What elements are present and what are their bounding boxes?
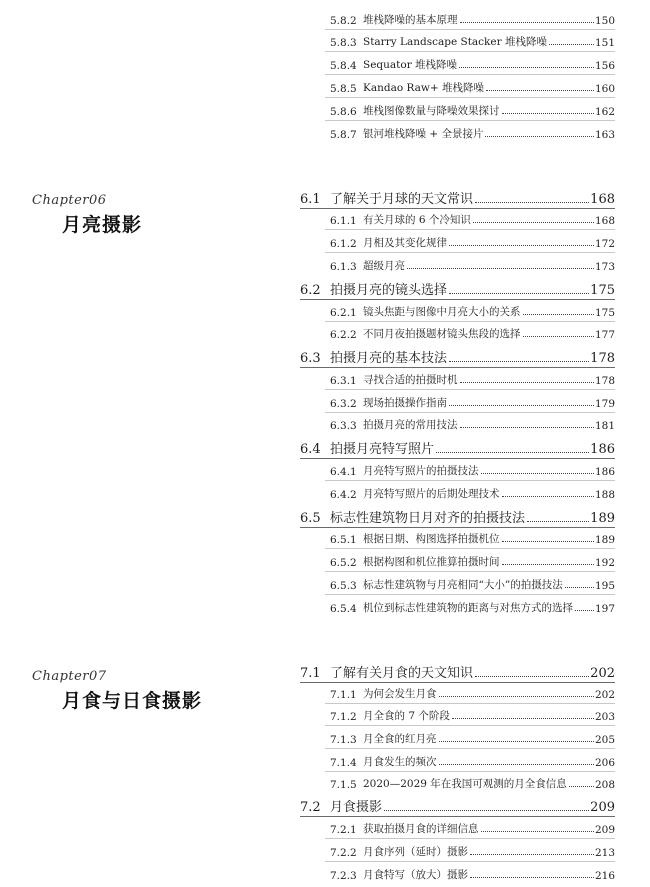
toc-subsection bbox=[330, 392, 615, 410]
dot-leader bbox=[460, 22, 594, 23]
toc-subsection bbox=[330, 301, 615, 319]
dot-leader bbox=[407, 268, 594, 269]
entry-title: 拍摄月亮特写照片 bbox=[330, 442, 435, 457]
entry-title: 了解关于月球的天文常识 bbox=[330, 192, 474, 207]
entry-number: 5.8.5 bbox=[330, 83, 357, 95]
dot-leader bbox=[575, 610, 594, 611]
subsection-rule bbox=[325, 74, 615, 75]
page-number: 209 bbox=[594, 824, 615, 836]
dot-leader bbox=[449, 293, 589, 294]
dot-leader bbox=[485, 136, 593, 137]
entry-title: 堆栈图像数量与降噪效果探讨 bbox=[363, 105, 500, 117]
entry-number: 6.4.1 bbox=[330, 466, 357, 478]
subsection-rule bbox=[325, 594, 615, 595]
page-number: 177 bbox=[594, 329, 615, 341]
entry-title: 有关月球的 6 个冷知识 bbox=[363, 214, 471, 226]
toc-subsection bbox=[330, 551, 615, 569]
dot-leader bbox=[473, 222, 594, 223]
entry-title: 根据日期、构图选择拍摄机位 bbox=[363, 533, 500, 545]
chapter-number: Chapter06 bbox=[32, 193, 107, 208]
toc-section bbox=[300, 278, 615, 298]
entry-title: 现场拍摄操作指南 bbox=[363, 397, 447, 409]
page-number: 178 bbox=[594, 375, 615, 387]
subsection-rule bbox=[325, 321, 615, 322]
dot-leader bbox=[502, 541, 594, 542]
entry-number: 6.2.1 bbox=[330, 307, 357, 319]
page-number: 192 bbox=[594, 557, 615, 569]
page-number: 195 bbox=[594, 580, 615, 592]
toc-section bbox=[300, 346, 615, 366]
toc-subsection bbox=[330, 751, 615, 769]
entry-number: 6.1.3 bbox=[330, 261, 357, 273]
entry-title: 为何会发生月食 bbox=[363, 688, 437, 700]
entry-number: 6.5.3 bbox=[330, 580, 357, 592]
entry-number: 6.5 bbox=[300, 511, 321, 526]
toc-subsection bbox=[330, 77, 615, 95]
entry-number: 6.5.4 bbox=[330, 603, 357, 615]
entry-title: 堆栈降噪的基本原理 bbox=[363, 14, 458, 26]
dot-leader bbox=[486, 90, 594, 91]
toc-section bbox=[300, 661, 615, 681]
chapter-title: 月亮摄影 bbox=[62, 214, 143, 236]
entry-number: 5.8.6 bbox=[330, 106, 357, 118]
page-number: 186 bbox=[590, 442, 615, 457]
toc-subsection bbox=[330, 323, 615, 341]
subsection-rule bbox=[325, 861, 615, 862]
chapter-title: 月食与日食摄影 bbox=[62, 690, 203, 712]
page-number: 178 bbox=[590, 351, 615, 366]
toc-subsection bbox=[330, 683, 615, 701]
entry-number: 7.1.5 bbox=[330, 779, 357, 791]
subsection-rule bbox=[325, 120, 615, 121]
entry-title: 月亮特写照片的后期处理技术 bbox=[363, 488, 500, 500]
entry-title: 2020—2029 年在我国可观测的月全食信息 bbox=[363, 778, 567, 790]
entry-number: 6.2.2 bbox=[330, 329, 357, 341]
dot-leader bbox=[481, 473, 594, 474]
subsection-rule bbox=[325, 29, 615, 30]
entry-title: 拍摄月亮的镜头选择 bbox=[330, 283, 448, 298]
page-number: 162 bbox=[594, 106, 615, 118]
toc-subsection bbox=[330, 483, 615, 501]
entry-title: 不同月夜拍摄题材镜头焦段的选择 bbox=[363, 328, 521, 340]
page-number: 202 bbox=[590, 666, 615, 681]
toc-subsection bbox=[330, 818, 615, 836]
toc-subsection bbox=[330, 574, 615, 592]
toc-subsection bbox=[330, 528, 615, 546]
entry-title: 根据构图和机位推算拍摄时间 bbox=[363, 556, 500, 568]
toc-subsection bbox=[330, 414, 615, 432]
toc-section bbox=[300, 506, 615, 526]
dot-leader bbox=[439, 764, 594, 765]
entry-title: 月食摄影 bbox=[330, 800, 383, 815]
section-rule bbox=[300, 299, 615, 300]
subsection-rule bbox=[325, 252, 615, 253]
entry-number: 7.1.2 bbox=[330, 711, 357, 723]
entry-number: 7.2.1 bbox=[330, 824, 357, 836]
dot-leader bbox=[470, 854, 594, 855]
entry-title: 了解有关月食的天文知识 bbox=[330, 666, 474, 681]
entry-number: 6.4 bbox=[300, 442, 321, 457]
page-number: 160 bbox=[594, 83, 615, 95]
page-number: 181 bbox=[594, 420, 615, 432]
entry-title: 标志性建筑物与月亮相同“大小”的拍摄技法 bbox=[363, 579, 563, 591]
dot-leader bbox=[449, 361, 589, 362]
page-number: 168 bbox=[594, 215, 615, 227]
section-rule bbox=[300, 458, 615, 459]
toc-subsection bbox=[330, 100, 615, 118]
entry-number: 6.1.1 bbox=[330, 215, 357, 227]
page-number: 172 bbox=[594, 238, 615, 250]
dot-leader bbox=[452, 718, 594, 719]
page-number: 189 bbox=[590, 511, 615, 526]
page-number: 150 bbox=[594, 15, 615, 27]
toc-subsection bbox=[330, 31, 615, 49]
entry-number: 7.2 bbox=[300, 800, 321, 815]
subsection-rule bbox=[325, 548, 615, 549]
entry-title: 月食特写（放大）摄影 bbox=[363, 869, 468, 881]
subsection-rule bbox=[325, 412, 615, 413]
dot-leader bbox=[470, 877, 594, 878]
entry-title: 标志性建筑物日月对齐的拍摄技法 bbox=[330, 511, 526, 526]
subsection-rule bbox=[325, 571, 615, 572]
chapter-number: Chapter07 bbox=[32, 669, 107, 684]
entry-title: 拍摄月亮的基本技法 bbox=[330, 351, 448, 366]
subsection-rule bbox=[325, 838, 615, 839]
entry-title: 超级月亮 bbox=[363, 260, 405, 272]
chapter-06-heading bbox=[32, 193, 142, 237]
page-number: 175 bbox=[594, 307, 615, 319]
entry-number: 6.3.1 bbox=[330, 375, 357, 387]
entry-number: 6.2 bbox=[300, 283, 321, 298]
dot-leader bbox=[439, 696, 594, 697]
toc-section bbox=[300, 795, 615, 815]
toc-subsection bbox=[330, 54, 615, 72]
entry-number: 6.5.2 bbox=[330, 557, 357, 569]
dot-leader bbox=[502, 496, 594, 497]
dot-leader bbox=[475, 202, 589, 203]
entry-number: 7.1.3 bbox=[330, 734, 357, 746]
entry-title: 机位到标志性建筑物的距离与对焦方式的选择 bbox=[363, 602, 573, 614]
subsection-rule bbox=[325, 389, 615, 390]
page-number: 188 bbox=[594, 489, 615, 501]
page-number: 203 bbox=[594, 711, 615, 723]
entry-title: Sequator 堆栈降噪 bbox=[363, 59, 458, 71]
page-number: 197 bbox=[594, 603, 615, 615]
toc-subsection bbox=[330, 728, 615, 746]
page-number: 151 bbox=[594, 37, 615, 49]
dot-leader bbox=[449, 405, 594, 406]
toc-subsection bbox=[330, 773, 615, 791]
entry-title: 月全食的红月亮 bbox=[363, 733, 437, 745]
subsection-rule bbox=[325, 51, 615, 52]
entry-number: 7.2.2 bbox=[330, 847, 357, 859]
entry-number: 5.8.2 bbox=[330, 15, 357, 27]
entry-title: Kandao Raw+ 堆栈降噪 bbox=[363, 82, 485, 94]
toc-subsection bbox=[330, 597, 615, 615]
entry-number: 7.1.4 bbox=[330, 757, 357, 769]
page-number: 189 bbox=[594, 534, 615, 546]
entry-title: 月食发生的频次 bbox=[363, 756, 437, 768]
toc-subsection bbox=[330, 232, 615, 250]
entry-number: 6.3.3 bbox=[330, 420, 357, 432]
entry-number: 7.2.3 bbox=[330, 870, 357, 882]
toc-subsection bbox=[330, 841, 615, 859]
toc-subsection bbox=[330, 255, 615, 273]
page-number: 202 bbox=[594, 689, 615, 701]
subsection-rule bbox=[325, 725, 615, 726]
dot-leader bbox=[384, 810, 589, 811]
dot-leader bbox=[565, 587, 594, 588]
dot-leader bbox=[502, 113, 594, 114]
section-rule bbox=[300, 816, 615, 817]
page-number: 168 bbox=[590, 192, 615, 207]
entry-number: 6.1.2 bbox=[330, 238, 357, 250]
chapter-07-heading bbox=[32, 669, 202, 713]
page-number: 208 bbox=[594, 779, 615, 791]
page-number: 186 bbox=[594, 466, 615, 478]
subsection-rule bbox=[325, 480, 615, 481]
toc-subsection bbox=[330, 864, 615, 882]
entry-number: 6.4.2 bbox=[330, 489, 357, 501]
dot-leader bbox=[436, 452, 589, 453]
section-rule bbox=[300, 367, 615, 368]
page-number: 206 bbox=[594, 757, 615, 769]
dot-leader bbox=[439, 741, 594, 742]
toc-subsection bbox=[330, 460, 615, 478]
toc-section bbox=[300, 437, 615, 457]
subsection-rule bbox=[325, 229, 615, 230]
toc-section bbox=[300, 187, 615, 207]
toc-subsection bbox=[330, 705, 615, 723]
entry-number: 5.8.4 bbox=[330, 60, 357, 72]
dot-leader bbox=[523, 314, 594, 315]
entry-title: 月相及其变化规律 bbox=[363, 237, 447, 249]
subsection-rule bbox=[325, 703, 615, 704]
dot-leader bbox=[527, 521, 589, 522]
entry-number: 5.8.7 bbox=[330, 129, 357, 141]
entry-title: Starry Landscape Stacker 堆栈降噪 bbox=[363, 36, 547, 48]
page-number: 173 bbox=[594, 261, 615, 273]
entry-title: 月亮特写照片的拍摄技法 bbox=[363, 465, 479, 477]
entry-number: 7.1 bbox=[300, 666, 321, 681]
dot-leader bbox=[460, 382, 594, 383]
dot-leader bbox=[460, 427, 594, 428]
page-number: 175 bbox=[590, 283, 615, 298]
entry-number: 6.5.1 bbox=[330, 534, 357, 546]
subsection-rule bbox=[325, 748, 615, 749]
dot-leader bbox=[523, 336, 594, 337]
entry-number: 6.3.2 bbox=[330, 398, 357, 410]
entry-number: 6.1 bbox=[300, 192, 321, 207]
page-number: 156 bbox=[594, 60, 615, 72]
entry-title: 月全食的 7 个阶段 bbox=[363, 710, 450, 722]
entry-title: 拍摄月亮的常用技法 bbox=[363, 419, 458, 431]
entry-title: 镜头焦距与图像中月亮大小的关系 bbox=[363, 306, 521, 318]
toc-subsection bbox=[330, 9, 615, 27]
toc-subsection bbox=[330, 369, 615, 387]
page-number: 205 bbox=[594, 734, 615, 746]
subsection-rule bbox=[325, 97, 615, 98]
page-number: 163 bbox=[594, 129, 615, 141]
entry-title: 银河堆栈降噪 + 全景接片 bbox=[363, 128, 484, 140]
toc-subsection bbox=[330, 209, 615, 227]
dot-leader bbox=[459, 67, 594, 68]
entry-title: 月食序列（延时）摄影 bbox=[363, 846, 468, 858]
entry-title: 寻找合适的拍摄时机 bbox=[363, 374, 458, 386]
toc-subsection bbox=[330, 123, 615, 141]
entry-number: 6.3 bbox=[300, 351, 321, 366]
page-number: 209 bbox=[590, 800, 615, 815]
dot-leader bbox=[475, 676, 589, 677]
entry-number: 5.8.3 bbox=[330, 37, 357, 49]
dot-leader bbox=[481, 831, 594, 832]
dot-leader bbox=[549, 44, 594, 45]
subsection-rule bbox=[325, 771, 615, 772]
dot-leader bbox=[449, 245, 594, 246]
dot-leader bbox=[569, 786, 594, 787]
page-number: 216 bbox=[594, 870, 615, 882]
dot-leader bbox=[502, 564, 594, 565]
page-number: 179 bbox=[594, 398, 615, 410]
entry-number: 7.1.1 bbox=[330, 689, 357, 701]
entry-title: 获取拍摄月食的详细信息 bbox=[363, 823, 479, 835]
page-number: 213 bbox=[594, 847, 615, 859]
